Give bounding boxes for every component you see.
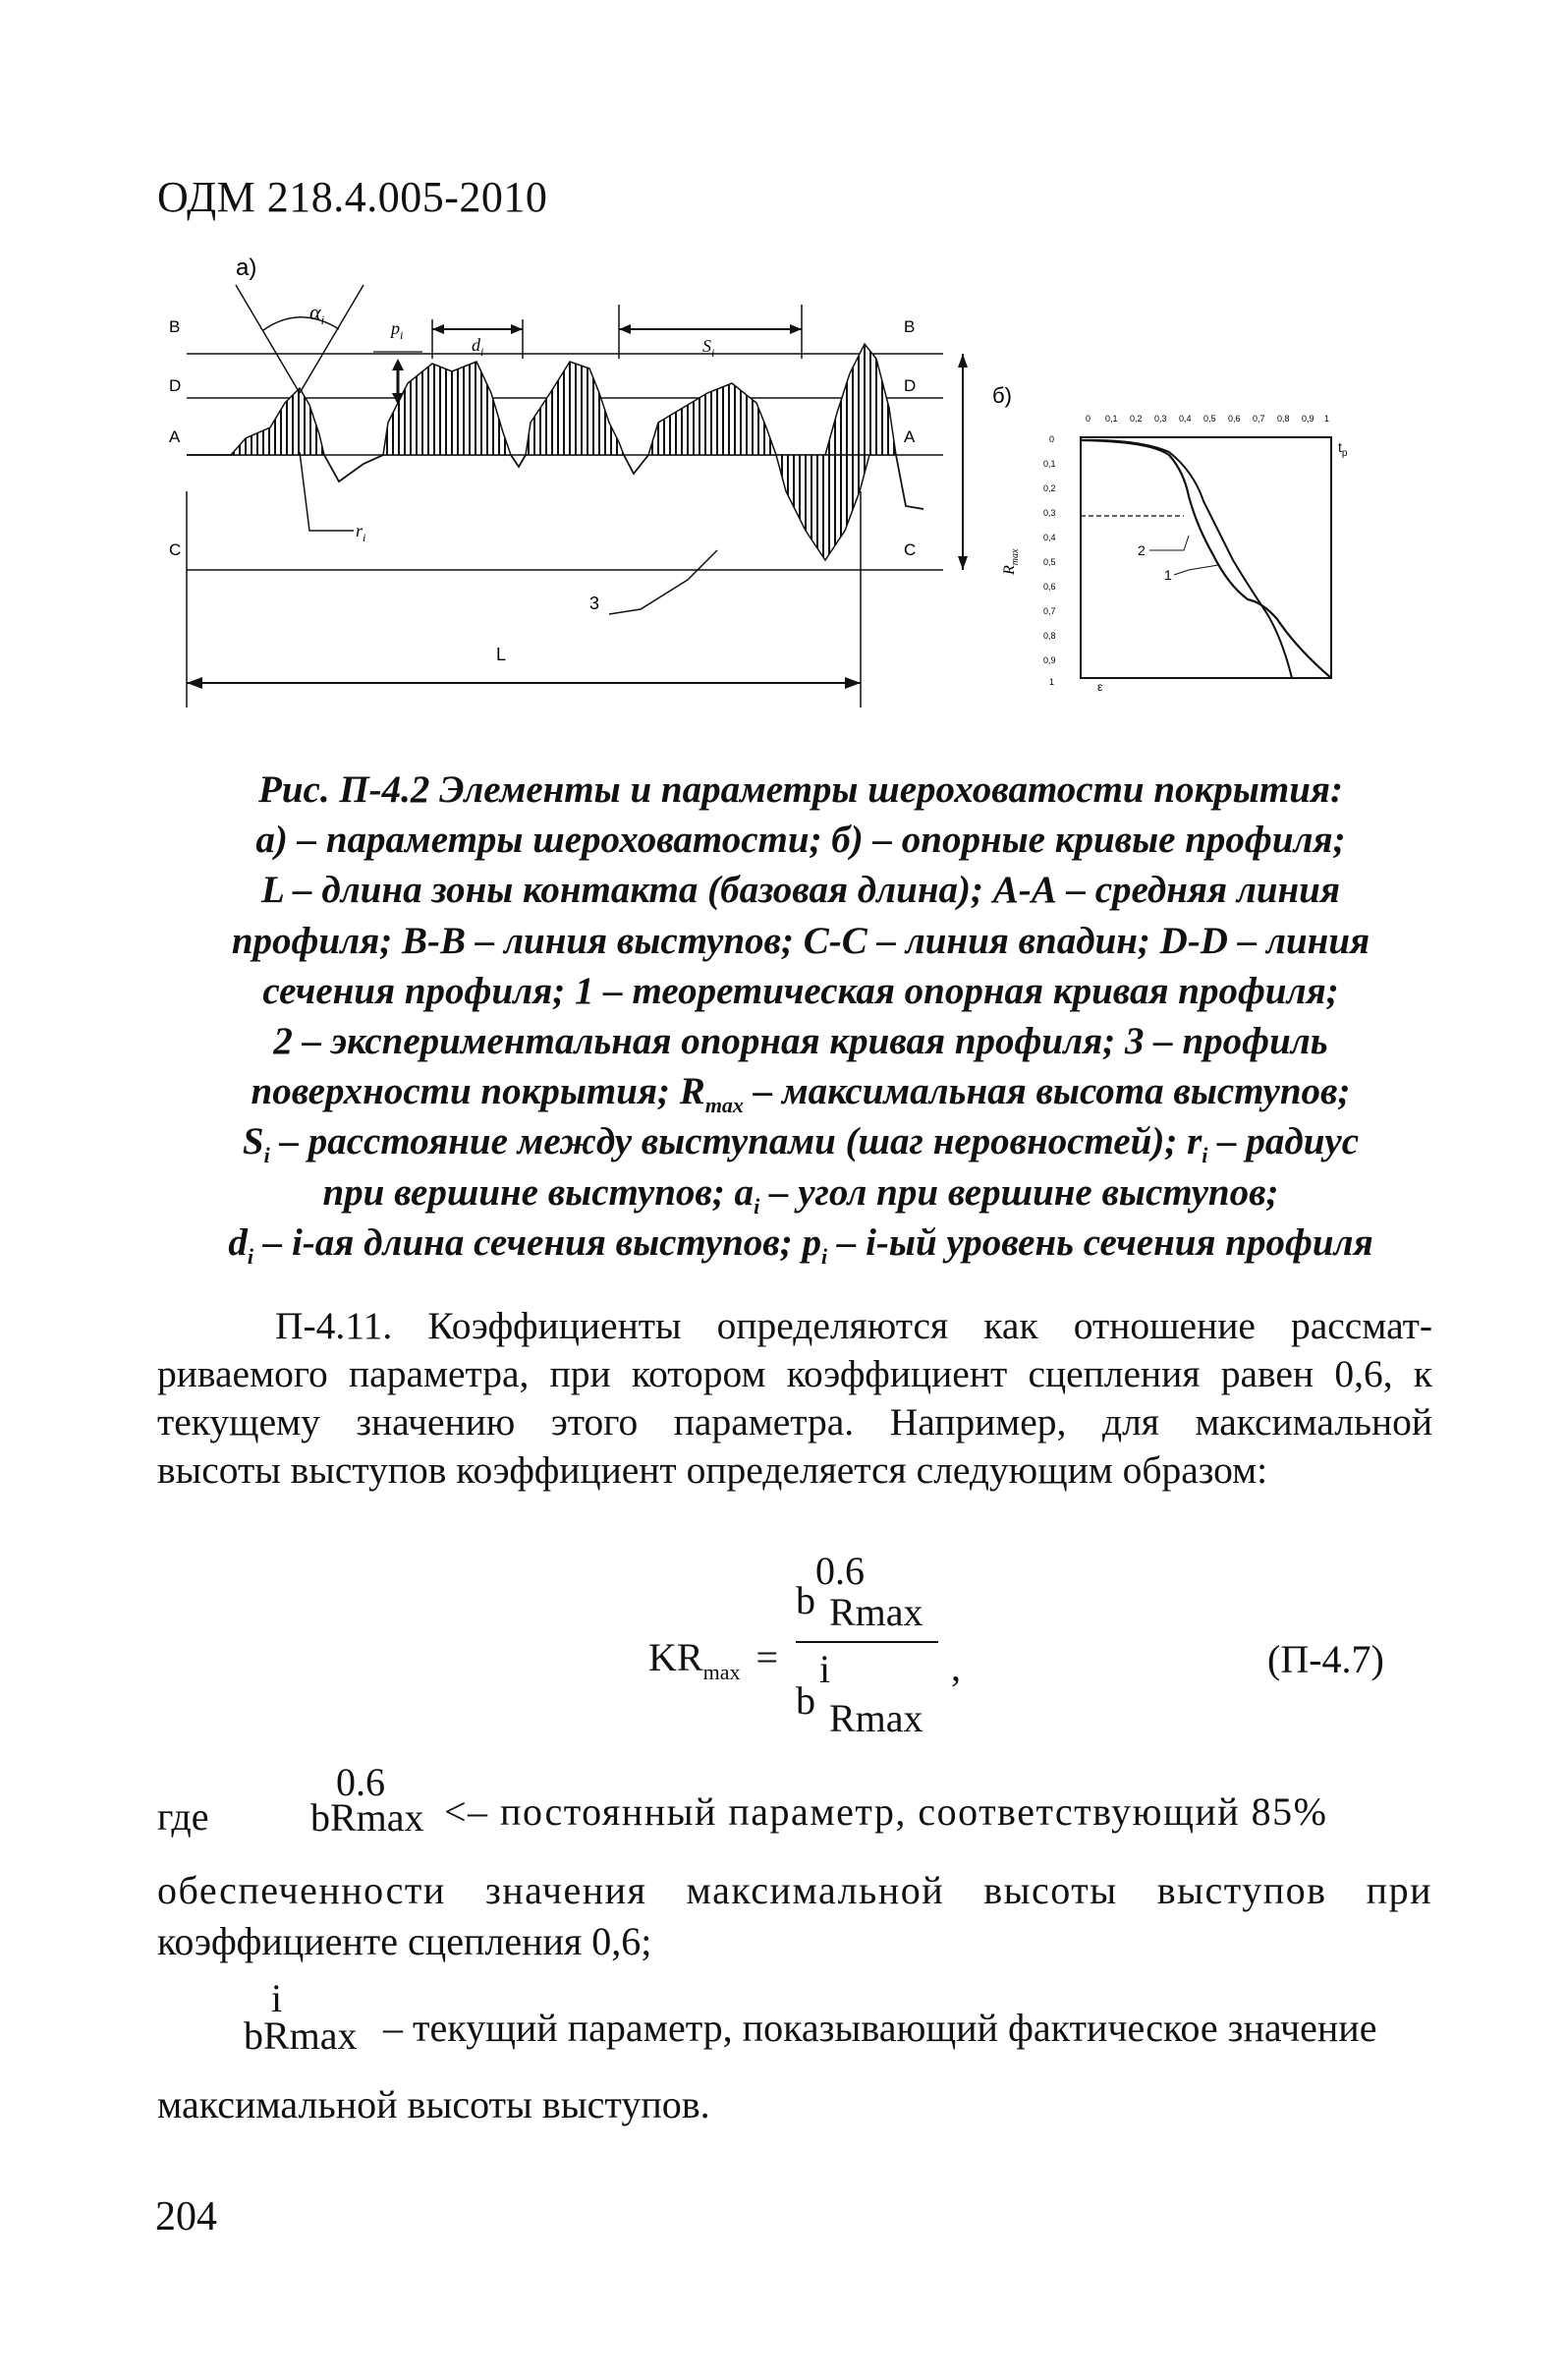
line-label-d-right: D (904, 376, 917, 395)
top-tick-4: 0,4 (1179, 414, 1192, 424)
left-tick-2: 0,2 (1043, 483, 1056, 493)
r-label: $r_i$ (356, 521, 366, 544)
formula-denominator: bi Rmax (796, 1647, 923, 1740)
body-paragraph (157, 1302, 1432, 1495)
top-tick-7: 0,7 (1253, 414, 1265, 424)
left-tick-10: 1 (1049, 677, 1055, 687)
tp-label: $t_p$ (1338, 439, 1348, 459)
alpha-label: $\alpha_i$ (309, 300, 325, 327)
b-rmax-06-symbol: 0.6 bRmax (310, 1760, 424, 1840)
left-tick-0: 0 (1049, 434, 1055, 444)
length-label: L (496, 645, 507, 664)
caption-line: $S_i$ – расстояние между выступами (шаг неровностей); $r_i$ – радиус (242, 1120, 1360, 1168)
left-tick-5: 0,5 (1043, 557, 1056, 567)
panel-label-b: б) (992, 383, 1012, 408)
caption-line: профиля; В-В – линия выступов; С-С – линия впадин; D-D – линия (231, 919, 1370, 962)
caption-line: а) – параметры шероховатости; б) – опорные кривые профиля; (255, 819, 1346, 862)
caption-line: $d_i - i-ая$ длина сечения выступов; $p_i - i-ый$ уровень сечения профиля (228, 1220, 1373, 1269)
paragraph-line: риваемого параметра, при котором коэффициент сцепления равен 0,6, к (157, 1352, 1432, 1395)
line-label-c-left: C (169, 540, 182, 559)
left-tick-6: 0,6 (1043, 582, 1056, 592)
top-tick-5: 0,5 (1203, 414, 1216, 424)
left-tick-8: 0,8 (1043, 631, 1056, 641)
roughness-profile-figure (138, 246, 1022, 717)
line-label-a-right: A (904, 427, 916, 446)
top-tick-8: 0,8 (1277, 414, 1290, 424)
caption-line: при вершине выступов; $a_i$ – угол при вершине выступов; (322, 1170, 1279, 1218)
formula-lhs: $KR_{max}$ = (648, 1635, 779, 1684)
line-label-c-right: C (904, 540, 917, 559)
paragraph-line: текущему значению этого параметра. Например, для максимальной (157, 1400, 1432, 1444)
paragraph-line: П-4.11. Коэффициенты определяются как отношение рассмат- (275, 1304, 1432, 1347)
where-label: где (157, 1794, 209, 1839)
where-text-1: <– постоянный параметр, соответствующий 85% (444, 1789, 1328, 1834)
left-tick-9: 0,9 (1043, 655, 1056, 665)
caption-line: 2 – экспериментальная опорная кривая профиля; 3 – профиль (273, 1020, 1328, 1063)
left-tick-1: 0,1 (1043, 459, 1056, 469)
top-tick-1: 0,1 (1105, 414, 1118, 424)
top-tick-3: 0,3 (1154, 414, 1167, 424)
paragraph-line: высоты выступов коэффициент определяется следующим образом: (157, 1448, 1268, 1492)
formula-comma: , (951, 1645, 961, 1689)
d-label: $d_i$ (472, 335, 484, 359)
top-tick-9: 0,9 (1302, 414, 1314, 424)
epsilon-label: ε (1097, 680, 1103, 694)
b-rmax-i-symbol: i bRmax (244, 1976, 358, 2058)
caption-line: сечения профиля; 1 – теоретическая опорная кривая профиля; (262, 969, 1339, 1012)
curve-1-label: 1 (1164, 567, 1172, 583)
top-tick-0: 0 (1086, 414, 1091, 424)
panel-label-a: а) (236, 255, 257, 281)
page-number: 204 (155, 2194, 217, 2239)
caption-line: поверхности покрытия; $R_{max}$ – максимальная высота выступов; (251, 1070, 1351, 1118)
where-text-3: коэффициенте сцепления 0,6; (157, 1919, 652, 1963)
top-tick-6: 0,6 (1228, 414, 1241, 424)
curve-2-label: 2 (1138, 542, 1146, 558)
formula-number: (П-4.7) (1267, 1637, 1384, 1681)
top-tick-2: 0,2 (1130, 414, 1143, 424)
where-text-4: – текущий параметр, показывающий фактическое значение (383, 2006, 1377, 2050)
left-tick-4: 0,4 (1043, 533, 1056, 542)
caption-line: Рис. П-4.2 Элементы и параметры шероховатости покрытия: (258, 768, 1343, 811)
where-text-2: обеспеченности значения максимальной высоты выступов при (157, 1868, 1432, 1912)
line-label-a-left: A (169, 427, 181, 446)
formula-numerator: b0.6 Rmax (796, 1549, 923, 1634)
fraction-bar (796, 1641, 938, 1643)
line-label-b-right: B (904, 317, 916, 336)
where-text-5: максимальной высоты выступов. (157, 2082, 710, 2126)
caption-line: L – длина зоны контакта (базовая длина); А-А – средняя линия (261, 869, 1340, 912)
bearing-curve-figure (982, 378, 1434, 703)
left-tick-7: 0,7 (1043, 606, 1056, 616)
top-tick-10: 1 (1324, 414, 1330, 424)
document-header: ОДМ 218.4.005-2010 (157, 173, 548, 221)
line-label-b-left: B (169, 317, 181, 336)
s-label: $S_i$ (702, 336, 715, 360)
y-axis-label: $R_{max}$ (1001, 548, 1021, 575)
line-label-d-left: D (169, 376, 182, 395)
left-tick-3: 0,3 (1043, 508, 1056, 518)
profile-3-label: 3 (589, 594, 600, 613)
figure-caption (167, 765, 1434, 1268)
formula-block (0, 1548, 1566, 1744)
p-label: $p_i$ (391, 318, 404, 342)
